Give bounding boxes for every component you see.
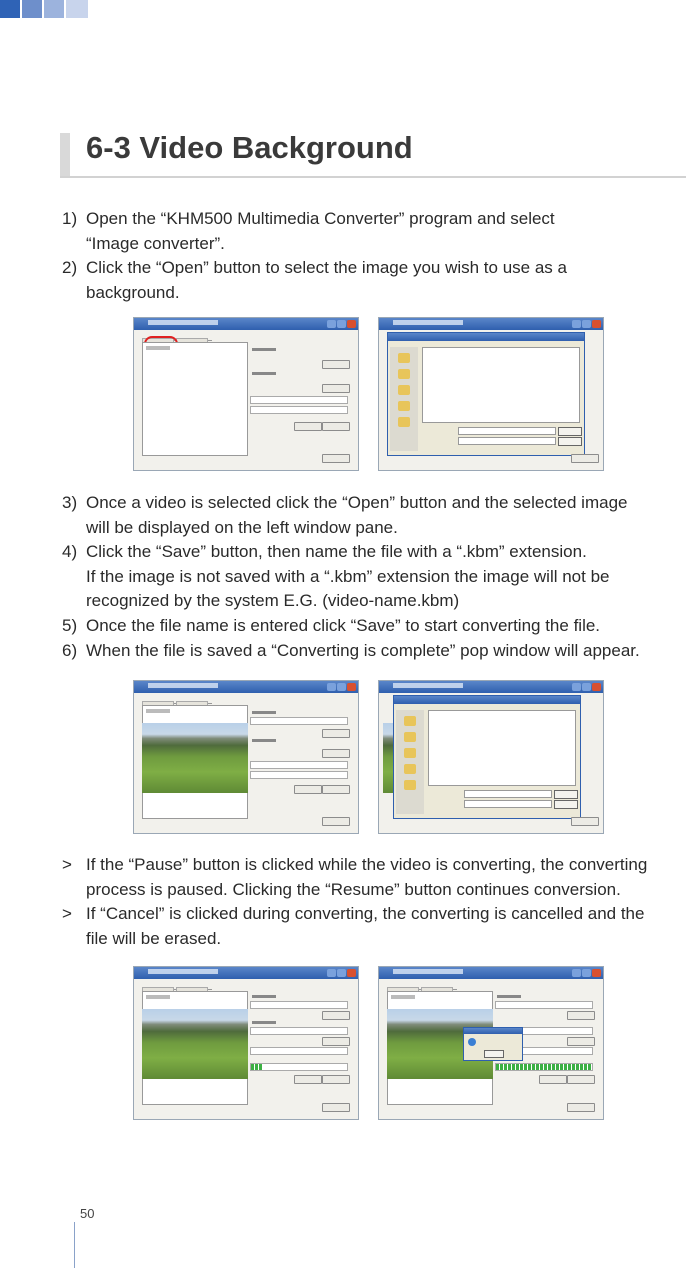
step-2-cont: background. — [86, 282, 180, 302]
page-number: 50 — [80, 1206, 95, 1221]
step-5: 5) Once the file name is entered click “Save” to start converting the file. — [62, 615, 601, 635]
note-pause: > If the “Pause” button is clicked while the video is converting, the converting — [62, 855, 648, 874]
note-cancel-cont: file will be erased. — [86, 928, 222, 948]
page-number-rule — [74, 1222, 75, 1268]
screenshot-open-dialog — [378, 317, 604, 471]
title-marker — [60, 133, 70, 177]
video-frame-image — [142, 723, 248, 793]
step-2: 2) Click the “Open” button to select the image you wish to use as a — [62, 258, 567, 278]
header-accent-2 — [22, 0, 42, 18]
header-accent-4 — [66, 0, 88, 18]
conversion-progress-bar — [250, 1063, 348, 1071]
converting-complete-popup — [463, 1027, 523, 1061]
step-1: 1) Open the “KHM500 Multimedia Converter” program and select — [62, 209, 555, 228]
step-4-cont-1: If the image is not saved with a “.kbm” extension the image will not be — [86, 566, 610, 586]
step-4: 4) Click the “Save” button, then name the file with a “.kbm” extension. — [62, 542, 587, 562]
steps-block-a — [62, 207, 567, 305]
notes-block — [62, 853, 647, 951]
header-accent-1 — [0, 0, 20, 18]
screenshot-converter-empty — [133, 317, 359, 471]
step-6: 6) When the file is saved a “Converting is complete” pop window will appear. — [62, 640, 640, 660]
screenshot-converting-complete — [378, 966, 604, 1120]
note-pause-cont: process is paused. Clicking the “Resume” button continues conversion. — [86, 879, 621, 899]
video-frame-image-2 — [142, 1009, 248, 1079]
screenshot-converter-with-image — [133, 680, 359, 834]
header-accent-3 — [44, 0, 64, 18]
screenshot-converter-progress — [133, 966, 359, 1120]
note-cancel: > If “Cancel” is clicked during converting, the converting is cancelled and the — [62, 904, 645, 924]
screenshot-save-dialog — [378, 680, 604, 834]
conversion-progress-bar-full — [495, 1063, 593, 1071]
info-icon — [468, 1038, 476, 1046]
title-underline — [60, 176, 686, 178]
step-1-cont: “Image converter”. — [86, 233, 225, 253]
step-3-cont: will be displayed on the left window pane. — [86, 517, 398, 537]
ok-button[interactable] — [484, 1050, 504, 1058]
step-3: 3) Once a video is selected click the “Open” button and the selected image — [62, 493, 628, 512]
steps-block-b — [62, 491, 640, 663]
step-4-cont-2: recognized by the system E.G. (video-name.kbm) — [86, 591, 460, 611]
page-title: 6-3 Video Background — [86, 130, 413, 165]
